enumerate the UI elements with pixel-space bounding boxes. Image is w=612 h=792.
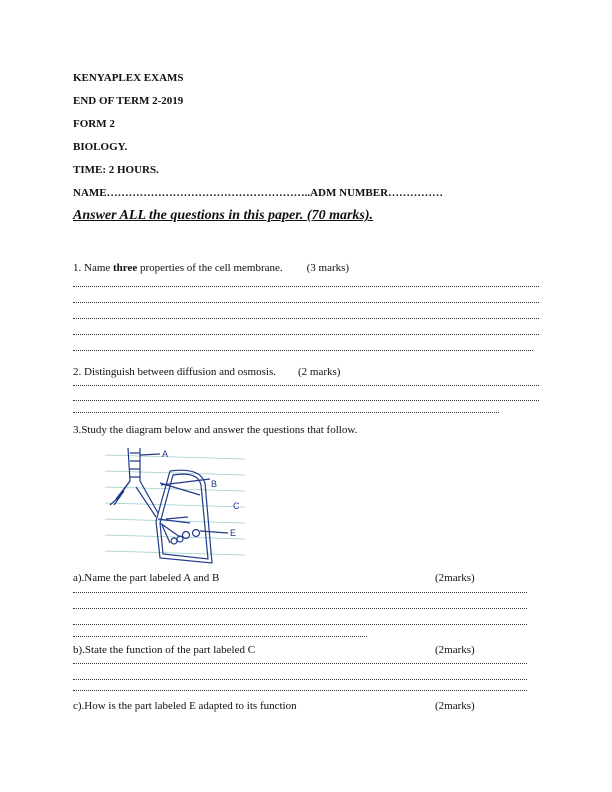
lung-diagram [100,443,250,568]
q3c-marks: (2marks) [435,700,475,712]
form: FORM 2 [73,118,115,130]
answer-line [73,634,367,637]
answer-line [73,383,539,386]
time: TIME: 2 HOURS. [73,164,159,176]
term: END OF TERM 2-2019 [73,95,184,107]
answer-line [73,677,527,680]
question-2 [73,366,340,378]
question-3: 3.Study the diagram below and answer the questions that follow. [73,424,358,436]
label-a: A [162,449,169,459]
name-adm-line: NAME………………………………………………..ADM NUMBER…………… [73,187,444,199]
answer-line [73,284,539,287]
answer-line [73,398,539,401]
label-c: C [233,501,240,511]
answer-line [73,590,527,593]
instruction: Answer ALL the questions in this paper. (70 marks). [73,208,374,223]
school-name: KENYAPLEX EXAMS [73,72,184,84]
answer-line [73,316,539,319]
label-e: E [230,528,237,538]
question-3a: a).Name the part labeled A and B [73,572,220,584]
label-b: B [211,479,218,489]
answer-line [73,688,527,691]
question-1 [73,262,349,274]
q1-text: 1. Name [73,262,114,274]
answer-line [73,661,527,664]
answer-line [73,410,499,413]
answer-line [73,348,533,351]
question-3c: c).How is the part labeled E adapted to its function [73,700,297,712]
answer-line [73,622,527,625]
q3b-marks: (2marks) [435,644,475,656]
q1-bold: three [113,262,138,274]
q2-marks: (2 marks) [297,366,341,378]
answer-line [73,300,539,303]
q1-marks: (3 marks) [306,262,350,274]
question-3b: b).State the function of the part labeled C [73,644,256,656]
subject: BIOLOGY. [73,141,128,153]
q3a-marks: (2marks) [435,572,475,584]
answer-line [73,606,527,609]
answer-line [73,332,539,335]
q1-text-end: properties of the cell membrane. [137,262,283,274]
q2-text: 2. Distinguish between diffusion and osmosis. [73,366,276,378]
